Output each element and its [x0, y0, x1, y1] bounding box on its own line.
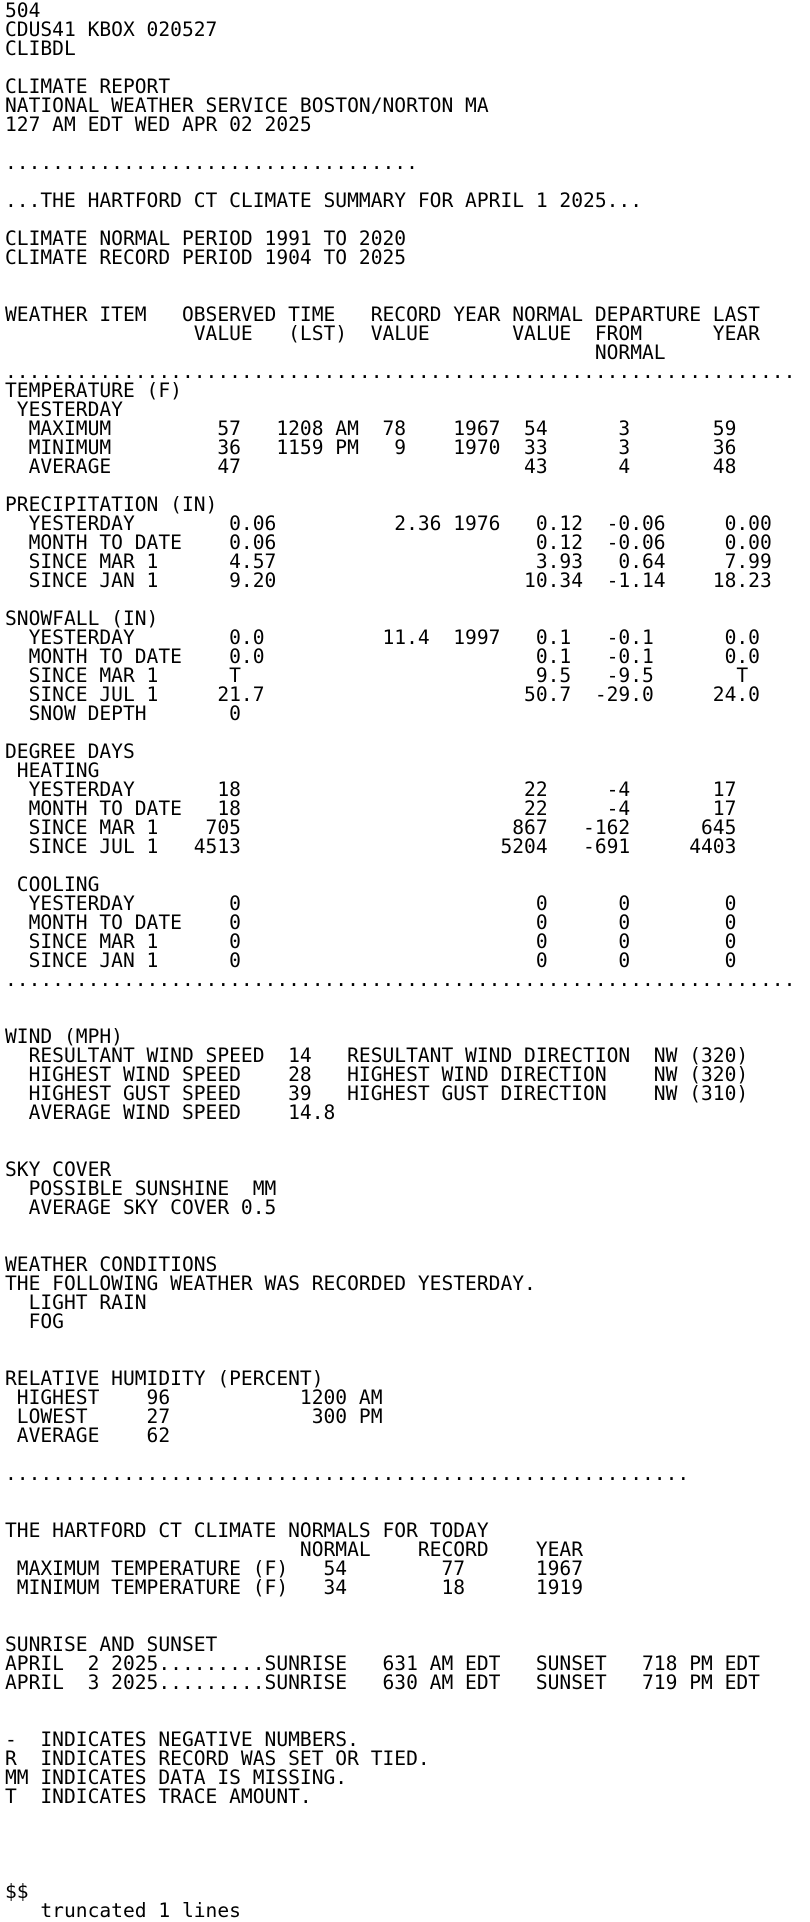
report-line: AVERAGE SKY COVER 0.5: [5, 1196, 277, 1219]
report-line: MAXIMUM 57 1208 AM 78 1967 54 3 59: [5, 417, 737, 440]
report-line: SINCE JAN 1 9.20 10.34 -1.14 18.23: [5, 569, 772, 592]
report-line: SNOW DEPTH 0: [5, 702, 241, 725]
report-line: 504: [5, 0, 41, 22]
report-line: SINCE MAR 1 4.57 3.93 0.64 7.99: [5, 550, 772, 573]
report-line: [5, 1141, 795, 1160]
report-line: [5, 267, 795, 286]
report-line: [5, 1331, 795, 1350]
report-line: NATIONAL WEATHER SERVICE BOSTON/NORTON MA: [5, 94, 489, 117]
report-line: ...................................................................: [5, 968, 796, 991]
report-line: ...THE HARTFORD CT CLIMATE SUMMARY FOR APRIL 1 2025...: [5, 189, 643, 212]
report-line: TEMPERATURE (F): [5, 379, 182, 402]
report-line: COOLING: [5, 873, 100, 896]
report-line: [5, 856, 795, 875]
report-line: SKY COVER: [5, 1158, 112, 1181]
report-line: CLIMATE REPORT: [5, 75, 171, 98]
report-line: YESTERDAY 18 22 -4 17: [5, 778, 737, 801]
report-line: DEGREE DAYS: [5, 740, 135, 763]
report-line: - INDICATES NEGATIVE NUMBERS.: [5, 1728, 359, 1751]
report-line: APRIL 3 2025.........SUNRISE 630 AM EDT SUNSET 719 PM EDT: [5, 1671, 760, 1694]
report-line: YESTERDAY 0.0 11.4 1997 0.1 -0.1 0.0: [5, 626, 760, 649]
report-line: T INDICATES TRACE AMOUNT.: [5, 1785, 312, 1808]
report-line: ..........................................................: [5, 1462, 690, 1485]
report-line: HIGHEST 96 1200 AM: [5, 1386, 383, 1409]
report-line: [5, 989, 795, 1008]
report-line: CLIMATE RECORD PERIOD 1904 TO 2025: [5, 246, 407, 269]
report-line: SINCE JUL 1 21.7 50.7 -29.0 24.0: [5, 683, 760, 706]
report-line: [5, 1863, 795, 1882]
report-line: MM INDICATES DATA IS MISSING.: [5, 1766, 348, 1789]
report-line: SINCE MAR 1 0 0 0 0: [5, 930, 737, 953]
report-line: HIGHEST GUST SPEED 39 HIGHEST GUST DIRECTION NW (310): [5, 1082, 749, 1105]
report-line: THE FOLLOWING WEATHER WAS RECORDED YESTERDAY.: [5, 1272, 536, 1295]
report-line: NORMAL: [5, 341, 666, 364]
report-line: 127 AM EDT WED APR 02 2025: [5, 113, 312, 136]
report-line: HEATING: [5, 759, 100, 782]
report-line: [5, 1483, 795, 1502]
report-line: SINCE MAR 1 705 867 -162 645: [5, 816, 737, 839]
report-line: YESTERDAY 0 0 0 0: [5, 892, 737, 915]
report-line: MONTH TO DATE 0.0 0.1 -0.1 0.0: [5, 645, 760, 668]
report-line: [5, 1008, 795, 1027]
report-line: MINIMUM 36 1159 PM 9 1970 33 3 36: [5, 436, 737, 459]
report-line: RESULTANT WIND SPEED 14 RESULTANT WIND DIRECTION NW (320): [5, 1044, 749, 1067]
report-line: R INDICATES RECORD WAS SET OR TIED.: [5, 1747, 430, 1770]
report-line: [5, 1806, 795, 1825]
report-line: [5, 1825, 795, 1844]
report-line: [5, 1692, 795, 1711]
report-line: truncated 1 lines: [5, 1899, 241, 1922]
report-line: ...................................: [5, 151, 418, 174]
report-line: SINCE JAN 1 0 0 0 0: [5, 949, 737, 972]
report-line: WEATHER CONDITIONS: [5, 1253, 218, 1276]
report-line: SNOWFALL (IN): [5, 607, 159, 630]
report-line: RELATIVE HUMIDITY (PERCENT): [5, 1367, 324, 1390]
report-line: PRECIPITATION (IN): [5, 493, 218, 516]
report-line: SINCE MAR 1 T 9.5 -9.5 T: [5, 664, 749, 687]
report-line: MONTH TO DATE 0 0 0 0: [5, 911, 737, 934]
report-line: CLIMATE NORMAL PERIOD 1991 TO 2020: [5, 227, 407, 250]
report-line: MAXIMUM TEMPERATURE (F) 54 77 1967: [5, 1557, 584, 1580]
report-line: LIGHT RAIN: [5, 1291, 147, 1314]
report-line: SINCE JUL 1 4513 5204 -691 4403: [5, 835, 737, 858]
report-line: AVERAGE 62: [5, 1424, 171, 1447]
report-line: WEATHER ITEM OBSERVED TIME RECORD YEAR NORMAL DEPARTURE LAST: [5, 303, 760, 326]
report-line: MINIMUM TEMPERATURE (F) 34 18 1919: [5, 1576, 584, 1599]
report-line: VALUE (LST) VALUE VALUE FROM YEAR: [5, 322, 760, 345]
report-line: THE HARTFORD CT CLIMATE NORMALS FOR TODAY: [5, 1519, 489, 1542]
report-line: ...................................................................: [5, 360, 796, 383]
report-line: MONTH TO DATE 18 22 -4 17: [5, 797, 737, 820]
report-line: [5, 1844, 795, 1863]
climate-report-text: [0, 1, 795, 1920]
report-line: AVERAGE WIND SPEED 14.8: [5, 1101, 336, 1124]
report-line: FOG: [5, 1310, 64, 1333]
report-line: $$: [5, 1880, 29, 1903]
report-line: HIGHEST WIND SPEED 28 HIGHEST WIND DIRECTION NW (320): [5, 1063, 749, 1086]
report-line: APRIL 2 2025.........SUNRISE 631 AM EDT SUNSET 718 PM EDT: [5, 1652, 760, 1675]
report-line: [5, 1217, 795, 1236]
report-line: YESTERDAY: [5, 398, 123, 421]
report-line: NORMAL RECORD YEAR: [5, 1538, 584, 1561]
report-line: POSSIBLE SUNSHINE MM: [5, 1177, 277, 1200]
report-line: LOWEST 27 300 PM: [5, 1405, 383, 1428]
report-line: CLIBDL: [5, 37, 76, 60]
report-line: AVERAGE 47 43 4 48: [5, 455, 737, 478]
report-line: WIND (MPH): [5, 1025, 123, 1048]
report-line: MONTH TO DATE 0.06 0.12 -0.06 0.00: [5, 531, 772, 554]
report-line: [5, 1597, 795, 1616]
report-line: CDUS41 KBOX 020527: [5, 18, 218, 41]
report-line: [5, 1122, 795, 1141]
report-line: YESTERDAY 0.06 2.36 1976 0.12 -0.06 0.00: [5, 512, 772, 535]
report-line: SUNRISE AND SUNSET: [5, 1633, 218, 1656]
